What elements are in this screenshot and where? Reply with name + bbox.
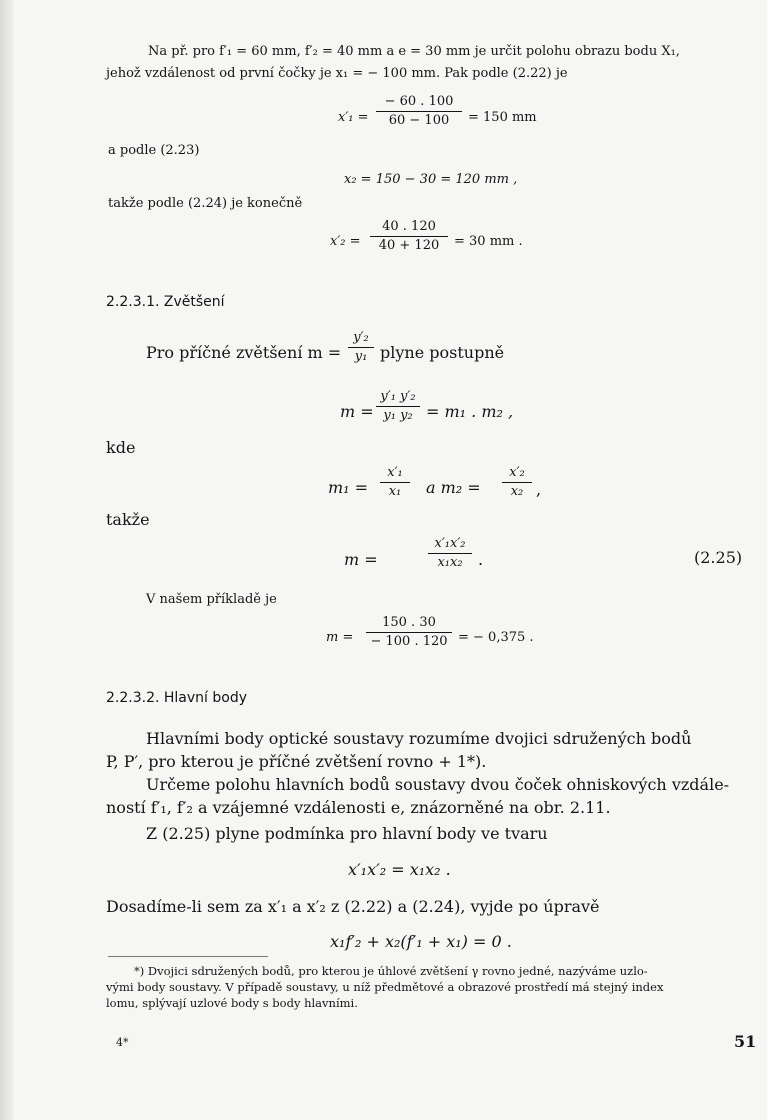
text-takze-224: takže podle (2.24) je konečně: [108, 196, 303, 211]
para2-line-4: ností f′₁, f′₂ a vzájemné vzdálenosti e, znázorněné na obr. 2.11.: [106, 798, 611, 817]
fraction-bar: [366, 632, 452, 633]
footnote-line-3: lomu, splývají uzlové body s body hlavními.: [106, 996, 358, 1010]
eq4-numerator: y′₁ y′₂: [380, 389, 416, 404]
eq6-lhs: m =: [344, 550, 378, 569]
word-takze: takže: [106, 510, 150, 529]
para2-line-1: Hlavními body optické soustavy rozumíme dvojici sdružených bodů: [146, 729, 692, 748]
para3: Dosadíme-li sem za x′₁ a x′₂ z (2.22) a (2.24), vyjde po úpravě: [106, 897, 600, 916]
eq1-numerator: − 60 . 100: [384, 94, 454, 109]
eq3-fraction: [370, 219, 448, 254]
eq5-mid: a m₂ =: [426, 478, 481, 497]
eq3-rhs: = 30 mm .: [454, 234, 523, 249]
footnote-rule: [108, 956, 268, 957]
eq3-numerator: 40 . 120: [382, 219, 436, 234]
eq6-fraction: [428, 536, 472, 571]
fraction-bar: [370, 236, 448, 237]
eq4-denominator: y₁ y₂: [383, 408, 413, 423]
eq5-numerator-1: x′₁: [387, 465, 403, 480]
eq6-denominator: x₁x₂: [437, 555, 463, 570]
fraction-bar: [428, 553, 472, 554]
para2-line-2: P, P′, pro kterou je příčné zvětšení rovno + 1*).: [106, 752, 487, 771]
footnote-line-2: vými body soustavy. V případě soustavy, u níž předmětové a obrazové prostředí má stejný index: [106, 980, 664, 994]
intro-line-1: Na př. pro f′₁ = 60 mm, f′₂ = 40 mm a e = 30 mm je určit polohu obrazu bodu X₁,: [148, 44, 680, 59]
eq2: x₂ = 150 − 30 = 120 mm ,: [344, 172, 518, 187]
fraction-bar: [380, 482, 410, 483]
eq6-end: .: [478, 550, 484, 569]
eq1-denominator: 60 − 100: [388, 113, 450, 128]
para-m-before: Pro příčné zvětšení m =: [146, 343, 342, 362]
section-heading-zvetseni: 2.2.3.1. Zvětšení: [106, 294, 225, 310]
eq5-end: ,: [536, 480, 542, 499]
text-podle-223: a podle (2.23): [108, 143, 200, 158]
eq5-numerator-2: x′₂: [509, 465, 525, 480]
eq3-denominator: 40 + 120: [378, 238, 440, 253]
eq5-denominator-1: x₁: [388, 484, 402, 499]
para2-line-3: Určeme polohu hlavních bodů soustavy dvou čoček ohniskových vzdále-: [146, 775, 730, 794]
eq9: x₁f′₂ + x₂(f′₁ + x₁) = 0 .: [330, 932, 512, 951]
section-heading-hlavni-body: 2.2.3.2. Hlavní body: [106, 690, 247, 706]
eq4-fraction: [376, 389, 420, 424]
para-m-after: plyne postupně: [380, 343, 505, 362]
eq1-lhs: x′₁ =: [338, 110, 369, 125]
page-number: 51: [734, 1032, 757, 1051]
para-m-fraction: [348, 330, 374, 365]
fraction-bar: [376, 406, 420, 407]
eq1-fraction: [376, 94, 462, 129]
eq6-numerator: x′₁x′₂: [434, 536, 466, 551]
eq7-fraction: [366, 615, 452, 650]
para-m-denominator: y₁: [354, 349, 368, 364]
eq3-lhs: x′₂ =: [330, 234, 361, 249]
eq5-lhs: m₁ =: [328, 478, 369, 497]
footnote-line-1: *) Dvojici sdružených bodů, pro kterou je úhlové zvětšení γ rovno jedné, nazýváme uzlo-: [134, 964, 648, 978]
eq5-fraction-1: [380, 465, 410, 500]
eq4-rhs: = m₁ . m₂ ,: [426, 402, 514, 421]
eq7-lhs: m =: [326, 630, 354, 645]
eq1-rhs: = 150 mm: [468, 110, 537, 125]
eq7-numerator: 150 . 30: [382, 615, 436, 630]
eq5-denominator-2: x₂: [510, 484, 524, 499]
intro-line-2: jehož vzdálenost od první čočky je x₁ = − 100 mm. Pak podle (2.22) je: [106, 66, 568, 81]
fraction-bar: [376, 111, 462, 112]
para2-line-5: Z (2.25) plyne podmínka pro hlavní body ve tvaru: [146, 824, 548, 843]
word-kde: kde: [106, 438, 136, 457]
eq7-rhs: = − 0,375 .: [458, 630, 534, 645]
page-edge: [0, 0, 14, 1120]
eq4-lhs: m =: [340, 402, 374, 421]
equation-tag-225: (2.25): [694, 548, 743, 567]
eq5-fraction-2: [502, 465, 532, 500]
text-priklad: V našem příkladě je: [146, 592, 277, 607]
fraction-bar: [348, 347, 374, 348]
signature-mark: 4*: [116, 1036, 129, 1049]
eq8: x′₁x′₂ = x₁x₂ .: [348, 860, 451, 879]
eq7-denominator: − 100 . 120: [370, 634, 448, 649]
para-m-numerator: y′₂: [353, 330, 369, 345]
fraction-bar: [502, 482, 532, 483]
